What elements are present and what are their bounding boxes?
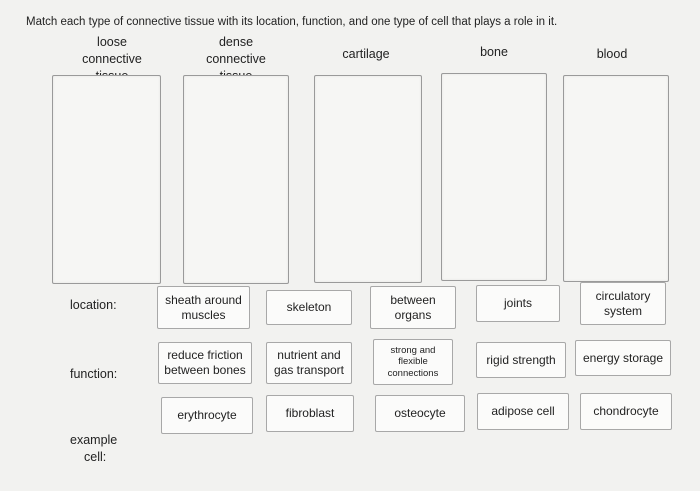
draggable-tile-function[interactable]: rigid strength	[476, 342, 566, 378]
row-label-example-cell: example cell:	[70, 433, 118, 464]
draggable-tile-cell[interactable]: fibroblast	[266, 395, 354, 432]
column-heading-loose-connective-tissue: loose connective	[82, 35, 142, 66]
column-heading-bone: bone	[480, 45, 508, 59]
draggable-tile-cell[interactable]: adipose cell	[477, 393, 569, 430]
row-label-location: location:	[70, 298, 117, 312]
draggable-tile-cell[interactable]: chondrocyte	[580, 393, 672, 430]
draggable-tile-location[interactable]: circulatory system	[580, 282, 666, 325]
drop-zone-bone[interactable]	[441, 73, 547, 281]
drop-zone-blood[interactable]	[563, 75, 669, 282]
instructions-text: Match each type of connective tissue with its location, function, and one type of cell that plays a role in it.	[26, 16, 558, 28]
draggable-tile-function[interactable]: reduce friction between bones	[158, 342, 252, 384]
draggable-tile-location[interactable]: skeleton	[266, 290, 352, 325]
draggable-tile-function[interactable]: strong and flexible connections	[373, 339, 453, 385]
drop-zone-loose-connective-tissue[interactable]	[52, 75, 161, 284]
draggable-tile-location[interactable]: sheath around muscles	[157, 286, 250, 329]
drop-zone-cartilage[interactable]	[314, 75, 422, 283]
draggable-tile-location[interactable]: joints	[476, 285, 560, 322]
column-heading-cartilage: cartilage	[342, 47, 390, 61]
draggable-tile-cell[interactable]: erythrocyte	[161, 397, 253, 434]
column-heading-blood: blood	[596, 47, 628, 61]
drop-zone-dense-connective-tissue[interactable]	[183, 75, 289, 284]
draggable-tile-cell[interactable]: osteocyte	[375, 395, 465, 432]
column-heading-dense-connective-tissue: dense connective	[206, 35, 266, 66]
row-label-function: function:	[70, 367, 118, 381]
draggable-tile-function[interactable]: energy storage	[575, 340, 671, 376]
draggable-tile-location[interactable]: between organs	[370, 286, 456, 329]
draggable-tile-function[interactable]: nutrient and gas transport	[266, 342, 352, 384]
